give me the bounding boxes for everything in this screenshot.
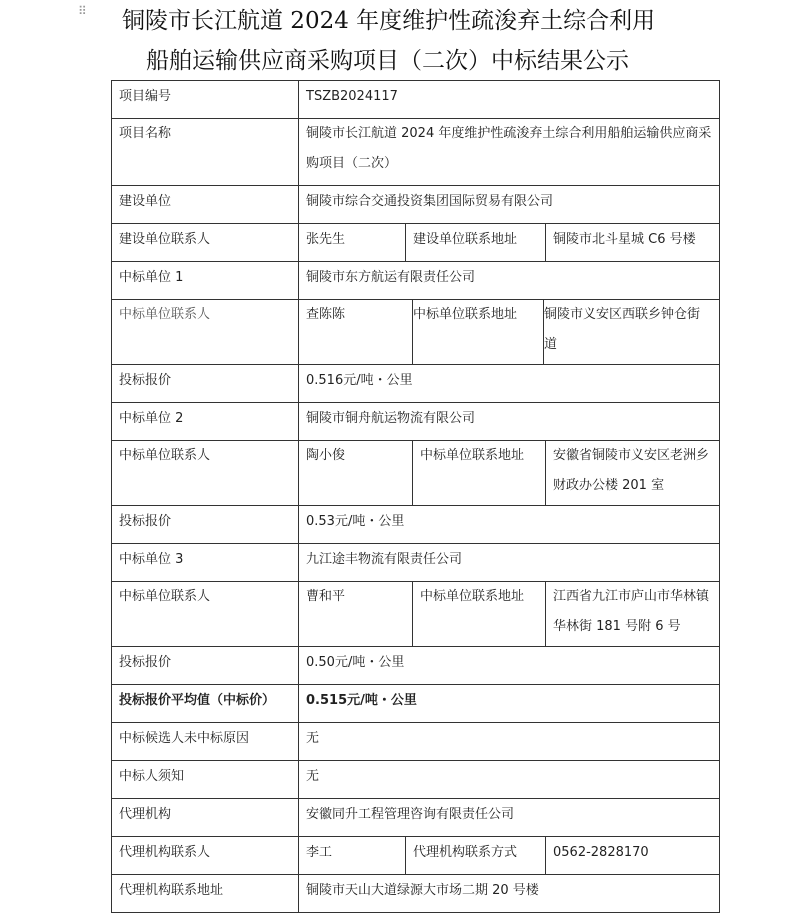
value: 0.516元/吨・公里 — [299, 365, 720, 402]
row-project-name — [112, 119, 720, 186]
label: 代理机构 — [112, 799, 299, 836]
label: 中标人须知 — [112, 761, 299, 798]
row-agency-address — [112, 875, 720, 913]
value: 江西省九江市庐山市华林镇华林街 181 号附 6 号 — [546, 582, 720, 646]
page-title-line2: 船舶运输供应商采购项目（二次）中标结果公示 — [146, 48, 629, 74]
label: 代理机构联系人 — [112, 837, 299, 874]
value: 张先生 — [299, 224, 406, 261]
value: 0562-2828170 — [546, 837, 720, 874]
row-agency — [112, 799, 720, 837]
label: 中标单位联系人 — [112, 582, 299, 646]
label: 代理机构联系方式 — [406, 837, 546, 874]
value: 无 — [299, 761, 720, 798]
row-winner3 — [112, 544, 720, 582]
value: 无 — [299, 723, 720, 760]
label: 投标报价 — [112, 647, 299, 684]
value: 铜陵市铜舟航运物流有限公司 — [299, 403, 720, 440]
row-agency-contact — [112, 837, 720, 875]
value: 0.50元/吨・公里 — [299, 647, 720, 684]
row-average-bid — [112, 685, 720, 723]
value: 铜陵市北斗星城 C6 号楼 — [546, 224, 720, 261]
page-title-line1: 铜陵市长江航道 2024 年度维护性疏浚弃土综合利用 — [122, 8, 656, 34]
label: 中标单位 1 — [112, 262, 299, 299]
value: 铜陵市综合交通投资集团国际贸易有限公司 — [299, 186, 720, 223]
value: 安徽省铜陵市义安区老洲乡财政办公楼 201 室 — [546, 441, 720, 505]
row-winner2 — [112, 403, 720, 441]
label: 建设单位 — [112, 186, 299, 223]
label: 项目编号 — [112, 81, 299, 118]
row-builder-contact — [112, 224, 720, 262]
value: 安徽同升工程管理咨询有限责任公司 — [299, 799, 720, 836]
value: 0.515元/吨・公里 — [299, 685, 720, 722]
label: 中标单位联系地址 — [413, 441, 546, 505]
row-winner1-contact — [112, 300, 720, 365]
label: 中标单位联系人 — [112, 441, 299, 505]
label: 项目名称 — [112, 119, 299, 185]
label: 代理机构联系地址 — [112, 875, 299, 912]
value: 九江途丰物流有限责任公司 — [299, 544, 720, 581]
value: 铜陵市义安区西联乡钟仓街道 — [544, 300, 720, 364]
value: 查陈陈 — [299, 300, 413, 364]
row-winner1 — [112, 262, 720, 300]
row-winner3-contact — [112, 582, 720, 647]
value: 李工 — [299, 837, 406, 874]
value: 曹和平 — [299, 582, 413, 646]
row-bid2 — [112, 506, 720, 544]
label: 投标报价 — [112, 506, 299, 543]
value: 铜陵市东方航运有限责任公司 — [299, 262, 720, 299]
value: 铜陵市天山大道绿源大市场二期 20 号楼 — [299, 875, 720, 912]
label: 中标单位联系地址 — [413, 300, 544, 364]
row-notice — [112, 761, 720, 799]
value: 0.53元/吨・公里 — [299, 506, 720, 543]
drag-handle-icon[interactable]: ⠿ — [78, 4, 86, 18]
value: 铜陵市长江航道 2024 年度维护性疏浚弃土综合利用船舶运输供应商采购项目（二次） — [299, 119, 720, 185]
label: 投标报价 — [112, 365, 299, 402]
row-project-no — [112, 81, 720, 119]
value: TSZB2024117 — [299, 81, 720, 118]
row-bid3 — [112, 647, 720, 685]
label: 建设单位联系人 — [112, 224, 299, 261]
label: 建设单位联系地址 — [406, 224, 546, 261]
row-winner2-contact — [112, 441, 720, 506]
row-reason — [112, 723, 720, 761]
row-bid1 — [112, 365, 720, 403]
label: 投标报价平均值（中标价） — [112, 685, 299, 722]
label: 中标候选人未中标原因 — [112, 723, 299, 760]
label: 中标单位 2 — [112, 403, 299, 440]
row-builder — [112, 186, 720, 224]
value: 陶小俊 — [299, 441, 413, 505]
label: 中标单位联系人 — [112, 300, 299, 364]
result-table — [111, 80, 720, 913]
label: 中标单位 3 — [112, 544, 299, 581]
label: 中标单位联系地址 — [413, 582, 546, 646]
